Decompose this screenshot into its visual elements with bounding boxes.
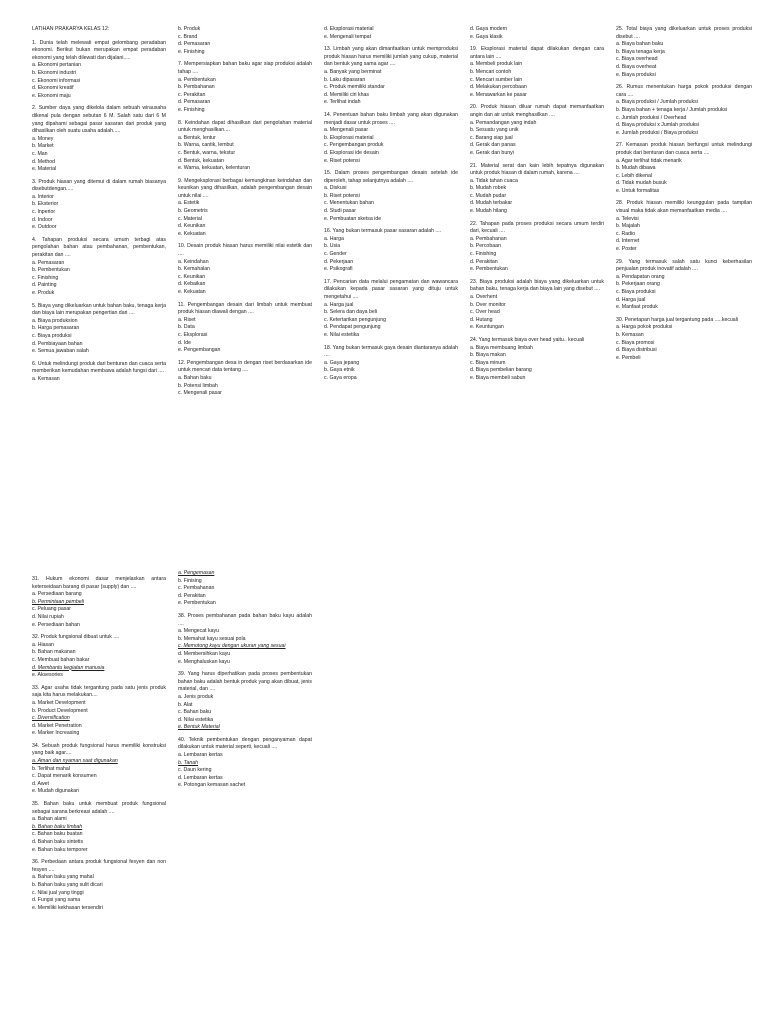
answer-option: e. Menawarkan ke pasar <box>470 91 527 98</box>
answer-option: d. Tidak mudah busuk <box>616 180 667 187</box>
answer-option: e. Pembentukan <box>178 600 216 607</box>
answer-option: b. Warna, cantik, lembut <box>178 142 234 149</box>
answer-option: a. Gaya jepang <box>324 359 360 366</box>
answer-option: a. Diskusi <box>324 185 347 192</box>
answer-option: a. Jenis produk <box>178 693 214 700</box>
answer-option: b. Percobaan <box>470 243 501 250</box>
column-3 <box>324 26 458 388</box>
answer-option: d. Lembaran kertas <box>178 774 223 781</box>
answer-option: e. Riset potensi <box>324 157 360 164</box>
question-text: 20. Produk hiasan diluar rumah dapat memanfaatkan angin dan air untuk menghasilkan .... <box>470 104 604 118</box>
answer-option: e. Gaya klasik <box>470 33 503 40</box>
column-2 <box>178 26 312 403</box>
answer-option: c. Ekonomi informasi <box>32 77 81 84</box>
answer-option: a. Biaya produksion <box>32 317 78 324</box>
answer-option: d. Studi pasar <box>324 208 357 215</box>
answer-option: a. Overhent <box>470 294 498 300</box>
answer-option: b. Mudah robek <box>470 185 507 192</box>
answer-option: c. Produk memiliki standar <box>324 84 385 91</box>
question-text: 35. Bahan baku untuk membuat produk fungsional sebagai sarana berkreasi adalah .... <box>32 801 166 815</box>
question-text: 13. Limbah yang akan dimanfaatkan untuk memproduksi produk hiasan harus memiliki jumlah yang cukup, material dan bentuk yang sama agar .... <box>324 46 458 68</box>
question-block <box>32 105 166 173</box>
answer-option: c. Bentuk, warna, tekstur <box>178 149 236 156</box>
answer-option: c. Pengembangan produk <box>324 142 384 149</box>
answer-option: e. Bentuk Material <box>178 724 220 731</box>
answer-option: a. Estetik <box>178 200 200 207</box>
question-block <box>470 104 604 157</box>
question-text: 36. Perbedaan antara produk fungsional fesyen dan non fesyen .... <box>32 859 166 873</box>
answer-option: a. Biaya produksi / Jumlah produksi <box>616 99 698 106</box>
answer-option: d. Ide <box>178 339 191 346</box>
question-block <box>32 634 166 680</box>
answer-option: b. Kemahalan <box>178 266 211 273</box>
answer-option: c. Lebih dikenal <box>616 172 653 179</box>
answer-option: b. Harga pemasaran <box>32 325 80 332</box>
answer-option: c. Nilai jual yang tinggi <box>32 889 84 896</box>
answer-option: c. Eksplorasi <box>178 331 208 338</box>
answer-option: b. Produk <box>178 26 201 32</box>
answer-option: e. Psikografi <box>324 266 353 273</box>
answer-option: c. Gender <box>324 251 347 258</box>
answer-option: e. Kekuatan <box>178 230 206 237</box>
question-text: 38. Proses pembahanan pada bahan baku kayu adalah .... <box>178 612 312 627</box>
question-block <box>324 228 458 274</box>
question-block <box>32 179 166 232</box>
answer-option: b. Data <box>178 324 195 331</box>
answer-option: b. Tanah <box>178 759 198 766</box>
question-text: 12. Pengembangan desa in dengan riset berdasarkan ide untuk mencari data tentang .... <box>178 359 312 374</box>
question-block <box>32 685 166 738</box>
answer-option: b. Memahat kayu sesuai pola <box>178 635 246 642</box>
answer-option: e. Nilai estetika <box>324 331 360 338</box>
question-block <box>616 26 752 79</box>
question-block <box>178 243 312 296</box>
question-text: 30. Penetapan harga jual tergantung pada .....kecuali <box>616 316 738 323</box>
question-text: 3. Produk hiasan yang ditemui di dalam rumah biasanya disebutdengan..... <box>32 178 166 193</box>
answer-option: d. Membersihkan kayu <box>178 650 231 657</box>
answer-option: e. Memiliki kekhasan tersendiri <box>32 904 103 911</box>
answer-option: e. Finishing <box>178 48 205 55</box>
question-text: 23. Biaya produksi adalah biaya yang dikeluarkan untuk bahan baku, tenaga kerja dan biaya lain yang disebut .... <box>470 278 604 293</box>
answer-option: c. Biaya promosi <box>616 339 655 346</box>
answer-option: d. Biaya distribusi <box>616 347 657 354</box>
answer-option: e. Menghaluskan kayu <box>178 658 230 665</box>
answer-option: a. Harga jual <box>324 301 354 308</box>
answer-option: d. Gerak dan panas <box>470 142 516 149</box>
question-text: 2. Sumber daya yang dikelola dalam sebuah wirausaha dikenal pula dengan sebutan 6 M. Salah satu dari 6 M yang dipahami sebagai pasar sasaran dari produk yang dihasilkan oleh suatu usaha adalah..... <box>32 105 166 135</box>
question-text: 14. Penentuan bahan baku limbah yang akan digunakan menjadi dasar untuk proses .... <box>324 111 458 126</box>
question-block <box>616 142 752 195</box>
answer-option: d. Biaya overheat <box>616 63 657 70</box>
answer-option: a. Pengemasan <box>178 570 215 576</box>
question-text: 25. Total biaya yang dikeluarkan untuk proses produksi disebut .... <box>616 26 752 40</box>
answer-option: c. Finishing <box>32 274 59 281</box>
answer-option: d. Indoor <box>32 216 53 223</box>
question-text: 11. Pengembangan desain dari limbah untuk membuat produk hiasan diawali dengan .... <box>178 301 312 316</box>
answer-option: a. Televisi <box>616 215 639 222</box>
answer-option: c. Bahan baku buatan <box>32 831 83 838</box>
answer-option: a. Mengenali pasar <box>324 127 369 134</box>
answer-option: b. Mencari contoh <box>470 68 512 75</box>
answer-option: b. Finising <box>178 577 202 584</box>
answer-option: d. Perakitan <box>470 258 498 265</box>
answer-option: e. Gerak dan bunyi <box>470 149 514 156</box>
answer-option: b. Terlihat mahal <box>32 765 70 772</box>
answer-option: a. Mengecat kayu <box>178 628 219 635</box>
answer-option: b. Pembentukan <box>32 267 70 274</box>
answer-option: e. Biaya produksi <box>616 71 656 78</box>
answer-option: b. Eksterior <box>32 201 59 208</box>
answer-option: d. Method <box>32 158 56 165</box>
answer-option: e. Pembuatan sketsa ide <box>324 215 382 222</box>
answer-option: b. Majalah <box>616 223 640 230</box>
question-block <box>178 360 312 398</box>
answer-option: a. Biaya membuang limbah <box>470 344 533 351</box>
answer-option: b. Pembahanan <box>178 84 215 91</box>
answer-option: d. Eksplorasi ide desain <box>324 149 379 156</box>
answer-option: d. Pekerjaan <box>324 258 354 265</box>
answer-option: a. Pemandangan yang indah <box>470 119 537 126</box>
question-block <box>324 345 458 383</box>
question-block <box>178 61 312 114</box>
answer-option: b. Kemasan <box>616 331 644 338</box>
answer-option: c. Man <box>32 150 48 157</box>
question-block <box>324 170 458 223</box>
question-text: 18. Yang bukan termasuk gaya desain diantaranya adalah .... <box>324 344 458 359</box>
answer-option: d. Membantu kegiatan manusia <box>32 664 105 671</box>
column-4 <box>470 26 604 388</box>
answer-option: d. Harga jual <box>616 296 646 303</box>
answer-option: c. Biaya overhead <box>616 56 658 63</box>
answer-option: a. Persediaan barang <box>32 591 82 598</box>
question-text: 34. Sebuah produk fungsional harus memiliki konstruksi yang baik agar.... <box>32 742 166 757</box>
question-text: 19. Eksplorasi material dapat dilakukan dengan cara antara lain .... <box>470 46 604 60</box>
answer-option: b. Alat <box>178 701 193 708</box>
answer-option: d. Perakitan <box>178 592 206 599</box>
answer-option: b. Eksplorasi material <box>324 134 374 141</box>
answer-option: b. Potensi limbah <box>178 382 218 389</box>
answer-option: d. Pemasaran <box>178 41 211 48</box>
answer-option: b. Selera dan daya beli <box>324 309 378 316</box>
question-text: 40. Teknik pembentukan dengan penganyaman dapat dilakukan untuk material seperti, kecuali .... <box>178 736 312 751</box>
question-block <box>32 859 166 912</box>
question-block <box>178 737 312 790</box>
answer-option: b. Riset potensi <box>324 192 360 199</box>
answer-option: a. Banyak yang berminat <box>324 68 382 75</box>
question-block <box>32 576 166 629</box>
answer-option: c. Biaya produksi <box>616 289 656 295</box>
question-block <box>324 279 458 340</box>
answer-option: a. Bahan baku yang mahal <box>32 874 94 881</box>
answer-option: d. Pemasaran <box>178 99 211 106</box>
answer-option: a. Kemasan <box>32 375 60 382</box>
answer-option: a. Money <box>32 135 54 142</box>
question-text: 39. Yang harus diperhatikan pada proses pembentukan bahan baku adalah bentuk produk yang akan dibuat, jenis material, dan .... <box>178 671 312 693</box>
answer-option: d. Keunikan <box>178 223 206 230</box>
answer-option: e. Manfaat produk <box>616 304 658 311</box>
answer-option: e. Marker Increasing <box>32 730 80 737</box>
answer-option: b. Bahan baku limbah <box>32 823 83 830</box>
answer-option: c. Brand <box>178 33 198 40</box>
answer-option: b. Geometris <box>178 208 208 215</box>
answer-option: c. Memotong kayu dengan ukuran yang sesuai <box>178 643 286 650</box>
answer-option: b. Pekerjaan orang <box>616 281 660 288</box>
answer-option: e. Pengembangan <box>178 347 221 354</box>
question-block <box>178 613 312 666</box>
question-block <box>470 46 604 99</box>
answer-option: a. Aman dan nyaman saat digunakan <box>32 758 118 765</box>
answer-option: a. Ekonomi pertanian <box>32 62 82 69</box>
answer-option: c. Radio <box>616 230 636 237</box>
question-text: 27. Kemasan produk hiasan berfungsi untuk melindungi produk dari benturan dan cuaca serta .... <box>616 142 752 156</box>
answer-option: c. Mengenali pasar <box>178 390 222 397</box>
answer-option: e. Warna, kekuatan, kelenturan <box>178 165 250 172</box>
answer-option: e. Produk <box>32 290 55 296</box>
question-text: 4. Tahapan produksi secara umum terbagi atas pengolahan bahan atau pembahanan, pembentukan, perakitan dan .... <box>32 236 166 259</box>
question-block <box>178 671 312 732</box>
question-text: 17. Pencarian data melalui pengamatan dan wawancara dilakukan kepada pasar sasaran yang dituju untuk mengetahui .... <box>324 278 458 300</box>
question-block <box>178 120 312 173</box>
answer-option: d. Memiliki ciri khas <box>324 91 369 98</box>
question-block <box>32 361 166 384</box>
answer-option: b. Market <box>32 143 54 150</box>
column-5 <box>616 26 752 367</box>
answer-option: d. Biaya produksi x Jumlah produksi <box>616 122 700 129</box>
question-text: 26. Rumus menentukan harga pokok produksi dengan cara .... <box>616 84 752 98</box>
answer-option: e. Bahan baku temporer <box>32 846 88 853</box>
page-title: LATIHAN PRAKARYA KELAS 12: <box>32 26 110 32</box>
question-text: 24. Yang termasuk biaya over head yaitu.. kecuali <box>470 336 585 343</box>
answer-option: b. Mudah dibawa <box>616 165 656 172</box>
answer-option: a. Biaya bahan baku <box>616 41 664 48</box>
answer-option: d. Internet <box>616 238 640 245</box>
answer-option: a. Pendapatan orang <box>616 273 665 280</box>
question-text: 29. Yang termasuk salah satu kunci keberhasilan penjualan produk inovatif adalah .... <box>616 258 752 273</box>
answer-option: c. Inperior <box>32 209 56 216</box>
question-block <box>616 259 752 312</box>
answer-option: e. Kekuatan <box>178 289 206 295</box>
answer-option: d. Bahan baku sintetis <box>32 839 84 845</box>
answer-option: a. Bentuk, lentur <box>178 134 216 141</box>
answer-option: d. Mudah terbakar <box>470 200 513 207</box>
question-block <box>324 46 458 107</box>
column-1 <box>32 26 166 389</box>
answer-option: e. Mengenali tempat <box>324 33 372 40</box>
answer-option: a. Riset <box>178 316 196 323</box>
answer-option: a. Interior <box>32 193 54 200</box>
answer-option: a. Pembentukan <box>178 76 216 83</box>
answer-option: e. Aksesories <box>32 672 63 679</box>
answer-option: c. Menentukan bahan <box>324 200 374 207</box>
answer-option: d. Awet <box>32 780 49 787</box>
question-block <box>470 163 604 216</box>
question-text: 6. Untuk melindungi produk dari benturan dan cuaca serta memberikan kemudahan membawa adalah fungsi dari .... <box>32 360 166 375</box>
question-block <box>470 221 604 274</box>
question-block <box>178 570 312 608</box>
answer-option: a. Bahan alami <box>32 816 67 823</box>
answer-option: b. Bahan baku yang sulit dicari <box>32 881 103 888</box>
answer-option: c. Membuat bahan bakar <box>32 656 90 663</box>
question-block <box>616 317 752 363</box>
answer-option: e. Poster <box>616 246 637 253</box>
column-bottom-2 <box>178 570 312 795</box>
answer-option: e. Mudah digunakan <box>32 788 80 795</box>
answer-option: b. Over monitor <box>470 301 506 308</box>
question-text: 1. Dunia telah melewati empat gelombang peradaban ekonomi. Berikut bukan merupakan empat peradaban ekonomi yang telah dilewati dan dijalani..... <box>32 39 166 61</box>
answer-option: c. Biaya produksi <box>32 332 72 339</box>
answer-option: d. Nilai estetika <box>178 716 214 723</box>
answer-option: d. Eksplorasi material <box>324 26 374 32</box>
question-text: 16. Yang bukan termasuk pasar sasaran adalah .... <box>324 228 442 235</box>
answer-option: a. Market Development <box>32 699 86 706</box>
question-block <box>32 303 166 356</box>
question-block <box>616 200 752 253</box>
answer-option: e. Pembentukan <box>470 266 508 273</box>
answer-option: c. Peluang pasar <box>32 606 71 613</box>
answer-option: a. Pemasaran <box>32 259 65 266</box>
answer-option: b. Product Development <box>32 707 88 714</box>
answer-option: a. Hiasan <box>32 641 54 648</box>
question-block <box>616 84 752 137</box>
answer-option: b. Laku dipasaran <box>324 76 366 83</box>
question-text: 15. Dalam proses pengembangan desain setelah ide diperoleh, tahap selanjutnya adalah .... <box>324 170 458 184</box>
answer-option: a. Harga pokok produksi <box>616 324 673 331</box>
question-block <box>324 26 458 41</box>
answer-option: d. Bentuk, kekuatan <box>178 157 224 164</box>
answer-option: e. Outdoor <box>32 224 57 231</box>
answer-option: c. Jumlah produksi / Overhead <box>616 114 687 121</box>
answer-option: a. Membeli produk lain <box>470 61 523 68</box>
answer-option: b. Biaya bahan + tenaga kerja / Jumlah produksi <box>616 106 728 113</box>
answer-option: a. Bahan baku <box>178 374 212 381</box>
answer-option: c. Gaya eropa <box>324 374 357 381</box>
question-block <box>32 237 166 298</box>
answer-option: b. Usia <box>324 243 341 250</box>
question-text: 32. Produk fungsional dibuat untuk .... <box>32 634 120 641</box>
answer-option: e. Untuk formalitas <box>616 187 660 194</box>
answer-option: a. Tidak tahan cuaca <box>470 177 518 184</box>
answer-option: a. Pembahanan <box>470 235 507 242</box>
answer-option: c. Biaya minum <box>470 359 506 366</box>
answer-option: a. Harga <box>324 235 344 242</box>
answer-option: d. Painting <box>32 282 57 289</box>
answer-option: a. Lembaran kertas <box>178 752 223 759</box>
answer-option: b. Gaya etnik <box>324 367 355 374</box>
answer-option: c. Ketertarikan pengunjung <box>324 316 387 323</box>
question-block <box>178 178 312 239</box>
question-text: 8. Keindahan dapat dihasilkan dari pengolahan material untuk menghasilkan.... <box>178 119 312 134</box>
question-block <box>470 279 604 332</box>
answer-option: c. Diversification <box>32 715 70 722</box>
answer-option: e. Terlihat indah <box>324 99 361 106</box>
answer-option: d. Biaya pembelian barang <box>470 367 532 374</box>
answer-option: a. Agar terlihat tidak menarik <box>616 157 682 164</box>
answer-option: b. Biaya makan <box>470 352 506 359</box>
question-text: 9. Mengeksplorasi berbagai kemungkinan keindahan dan keunikan yang dihasilkan, adalah pengembangan desain untuk nilai .... <box>178 177 312 199</box>
question-block <box>32 743 166 796</box>
answer-option: d. Kebaikan <box>178 281 206 288</box>
answer-option: c. Bahan baku <box>178 709 212 716</box>
answer-option: e. Ekonomi maju <box>32 92 71 99</box>
answer-option: e. Persediaan bahan <box>32 621 80 628</box>
answer-option: b. Bahan makanan <box>32 649 76 656</box>
answer-option: c. Daun kering <box>178 767 212 774</box>
answer-option: c. Barang siap jual <box>470 134 513 141</box>
answer-option: e. Jumlah produksi / Biaya produksi <box>616 129 698 136</box>
answer-option: c. Mudah pudar <box>470 192 507 199</box>
question-text: 7. Mempersiapkan bahan baku agar siap produksi adalah tahap .... <box>178 61 312 75</box>
answer-option: b. Permintaan pembeli <box>32 598 84 605</box>
answer-option: c. Keunikan <box>178 273 206 280</box>
answer-option: d. Market Penetration <box>32 722 82 729</box>
question-block <box>324 112 458 165</box>
answer-option: e. Semua jawaban salah <box>32 348 89 355</box>
answer-option: d. Gaya modern <box>470 26 508 32</box>
question-block <box>178 302 312 355</box>
answer-option: e. Finishing <box>178 106 205 113</box>
answer-option: d. Ekonomi kreatif <box>32 85 74 92</box>
question-block <box>470 26 604 41</box>
question-text: 22. Tahapan pada proses produksi secara umum terdiri dari, kecuali .... <box>470 220 604 235</box>
question-text: 31. Hukum ekonomi dasar menjelaskan antara keterseidaan barang di pasar (supply) dan .... <box>32 576 166 590</box>
answer-option: c. Dapat menarik konsumen <box>32 773 97 780</box>
answer-option: c. Perakitan <box>178 91 206 98</box>
answer-option: d. Pendapat pengunjung <box>324 324 381 331</box>
answer-option: a. Keindahan <box>178 258 209 265</box>
answer-option: c. Mencari sumber lain <box>470 76 523 83</box>
answer-option: c. Over head <box>470 309 500 316</box>
answer-option: e. Material <box>32 166 57 173</box>
answer-option: e. Biaya membeli sabun <box>470 374 526 381</box>
answer-option: b. Biaya tenaga kerja <box>616 48 665 55</box>
answer-option: c. Pembahanan <box>178 585 215 592</box>
question-text: 28. Produk hiasan memiliki keunggulan pada tampilan visual maka tidak akan memanfaatkan media .... <box>616 200 752 215</box>
answer-option: e. Mudah hilang <box>470 208 507 215</box>
question-block <box>470 337 604 383</box>
answer-option: c. Finishing <box>470 251 497 258</box>
question-text: 21. Material serat dan kain lebih tepatnya digunakan untuk produk hiasan di dalam rumah, karena .... <box>470 162 604 177</box>
question-text: 33. Agar usaha tidak tergantung pada satu jenis produk saja kita harus melakukan.... <box>32 684 166 699</box>
answer-option: e. Keuntungan <box>470 324 504 331</box>
answer-option: b. Sesuatu yang unik <box>470 127 519 134</box>
answer-option: c. Material <box>178 215 202 222</box>
column-bottom-1 <box>32 576 166 917</box>
answer-option: e. Potongan kemasan sachet <box>178 782 246 789</box>
question-block <box>32 40 166 101</box>
answer-option: d. Fungsi yang sama <box>32 897 81 904</box>
question-text: 10. Desain produk hiasan harus memiliki nilai estetik dan .... <box>178 243 312 258</box>
answer-option: d. Nilai rupiah <box>32 613 64 620</box>
answer-option: d. Melakukan percobaan <box>470 84 527 91</box>
answer-option: b. Ekonomi industri <box>32 69 77 76</box>
answer-option: d. Hutang <box>470 316 493 323</box>
answer-option: d. Pembiayaan bahan <box>32 340 83 347</box>
answer-option: e. Pembeli <box>616 354 641 361</box>
question-text: 5. Biaya yang dikeluarkan untuk bahan baku, tenaga kerja dan biaya lain merupakan pengertian dari .... <box>32 302 166 317</box>
question-block <box>32 801 166 854</box>
question-block <box>178 26 312 56</box>
